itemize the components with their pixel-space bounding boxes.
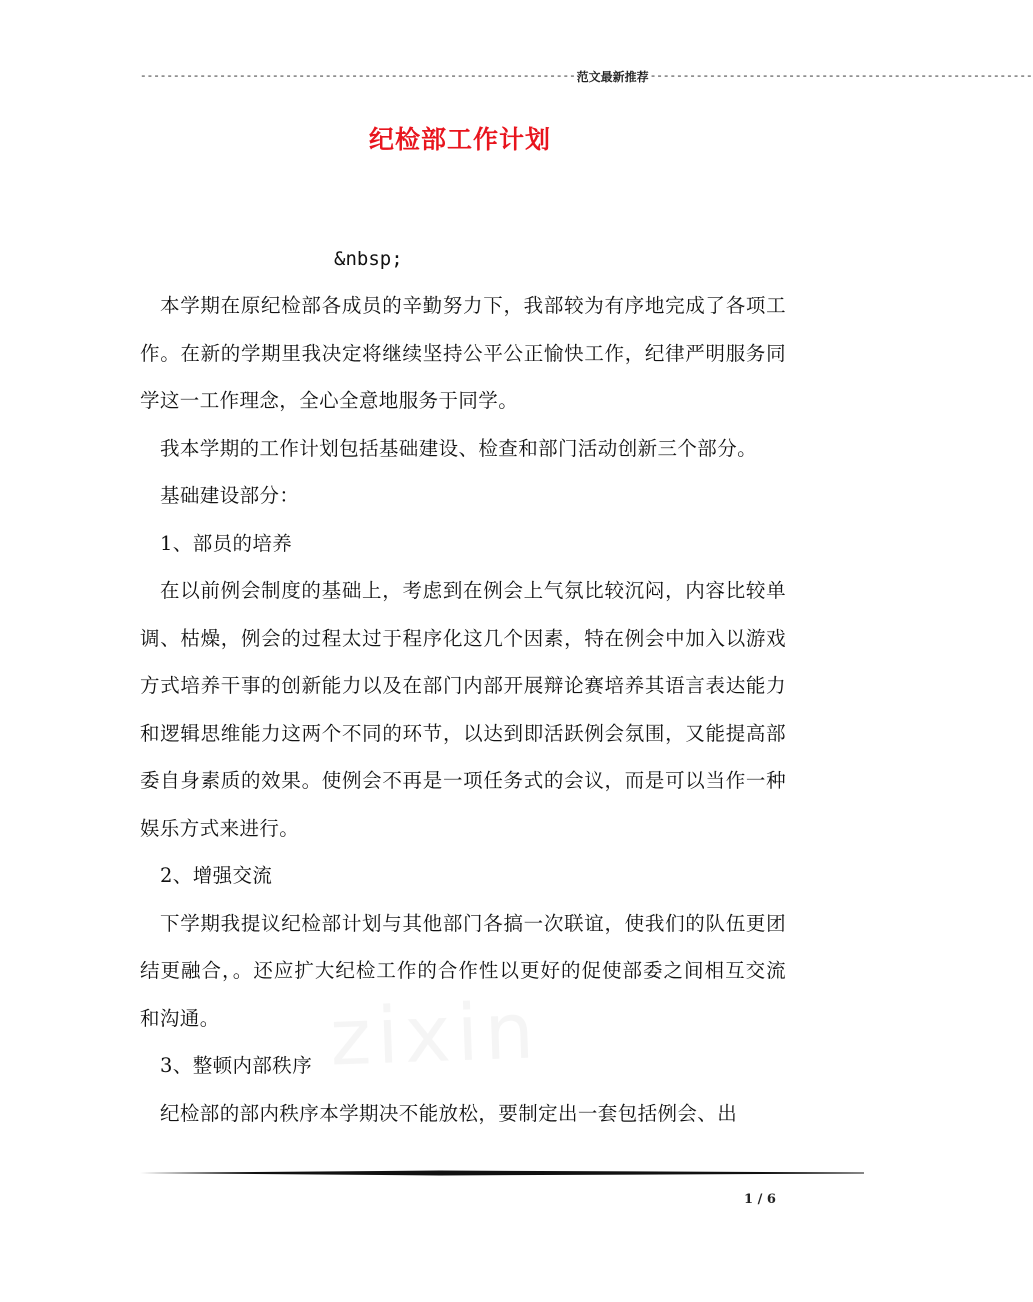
paragraph-item-3: 纪检部的部内秩序本学期决不能放松，要制定出一套包括例会、出 [160,1101,738,1125]
paragraph-item-1: 在以前例会制度的基础上，考虑到在例会上气氛比较沉闷，内容比较单调、枯燥，例会的过程太过于程序化这几个因素，特在例会中加入以游戏方式培养干事的创新能力以及在部门内部开展辩论赛培养其语言表达能力和逻辑思维能力这两个不同的环节，以达到即活跃例会氛围，又能提高部委自身素质的效果。使例会不再是一项任务式的会议，而是可以当作一种娱乐方式来进行。 [140,579,786,840]
header-dashes-left: ------------------------------------------------------------------ [140,71,576,83]
paragraph-plan-overview: 我本学期的工作计划包括基础建设、检查和部门活动创新三个部分。 [160,436,758,460]
section-heading-basic: 基础建设部分： [160,484,300,507]
item-heading-1: 1、部员的培养 [160,531,293,555]
header-label: 范文最新推荐 [576,70,649,84]
item-heading-3: 3、整顿内部秩序 [160,1054,313,1077]
page-number: 1 / 6 [744,1192,776,1207]
paragraph-item-2: 下学期我提议纪检部计划与其他部门各搞一次联谊，使我们的队伍更团结更融合，。还应扩大纪检工作的合作性以更好的促使部委之间相互交流和沟通。 [140,911,786,1030]
footer-divider [140,1170,864,1176]
header-rule [140,70,1033,84]
item-heading-2: 2、增强交流 [160,864,273,887]
document-title: 纪检部工作计划 [368,125,551,154]
header-dashes-right: ---------------------------------------------------------- [649,71,1033,83]
document-body [140,236,786,1137]
nbsp-artifact: &nbsp; [334,248,403,270]
paragraph-intro: 本学期在原纪检部各成员的辛勤努力下，我部较为有序地完成了各项工作。在新的学期里我决定将继续坚持公平公正愉快工作，纪律严明服务同学这一工作理念，全心全意地服务于同学。 [140,294,786,412]
